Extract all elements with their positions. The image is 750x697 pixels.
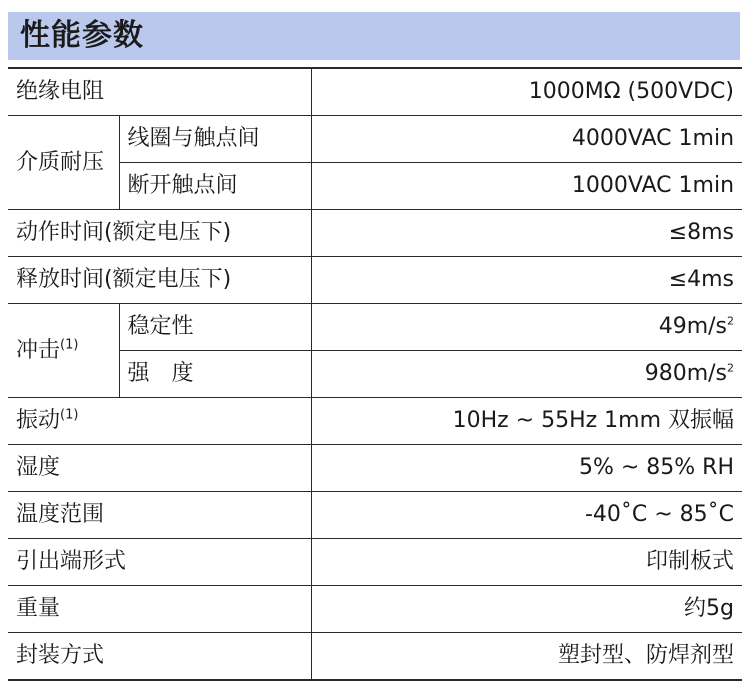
sub-coil-contact: 线圈与触点间	[119, 116, 311, 163]
param-insulation: 绝缘电阻	[8, 68, 311, 116]
table-row	[8, 257, 742, 304]
spec-table	[8, 67, 742, 681]
value-stability-text: 49m/s	[658, 314, 728, 339]
param-humidity: 湿度	[8, 445, 311, 492]
param-shock	[8, 304, 119, 398]
param-temperature: 温度范围	[8, 492, 311, 539]
section-header	[8, 12, 740, 60]
value-coil-contact: 4000VAC 1min	[311, 116, 742, 163]
footnote-marker: (1)	[60, 407, 79, 423]
table-row	[8, 445, 742, 492]
sub-stability: 稳定性	[119, 304, 311, 351]
param-vibration-label: 振动	[16, 408, 61, 433]
sub-strength: 强 度	[119, 351, 311, 398]
value-package: 塑封型、防焊剂型	[311, 633, 742, 681]
table-row	[8, 351, 742, 398]
exponent: 2	[727, 314, 735, 328]
exponent: 2	[727, 361, 735, 375]
table-row	[8, 398, 742, 445]
table-row	[8, 163, 742, 210]
param-terminal: 引出端形式	[8, 539, 311, 586]
table-row	[8, 633, 742, 681]
value-weight: 约5g	[311, 586, 742, 633]
param-dielectric: 介质耐压	[8, 116, 119, 210]
table-row	[8, 539, 742, 586]
value-stability	[311, 304, 742, 351]
table-row	[8, 492, 742, 539]
value-operate-time: ≤8ms	[311, 210, 742, 257]
param-package: 封装方式	[8, 633, 311, 681]
param-operate-time: 动作时间(额定电压下)	[8, 210, 311, 257]
value-open-contact: 1000VAC 1min	[311, 163, 742, 210]
value-temperature: -40˚C ~ 85˚C	[311, 492, 742, 539]
footnote-marker: (1)	[60, 337, 79, 353]
value-strength	[311, 351, 742, 398]
table-row	[8, 586, 742, 633]
table-row	[8, 116, 742, 163]
param-shock-label: 冲击	[16, 337, 61, 363]
value-release-time: ≤4ms	[311, 257, 742, 304]
param-weight: 重量	[8, 586, 311, 633]
table-row	[8, 68, 742, 116]
value-terminal: 印制板式	[311, 539, 742, 586]
value-humidity: 5% ~ 85% RH	[311, 445, 742, 492]
table-row	[8, 304, 742, 351]
value-vibration: 10Hz ~ 55Hz 1mm 双振幅	[311, 398, 742, 445]
table-row	[8, 210, 742, 257]
param-release-time: 释放时间(额定电压下)	[8, 257, 311, 304]
param-vibration	[8, 398, 311, 445]
value-insulation: 1000MΩ (500VDC)	[311, 68, 742, 116]
value-strength-text: 980m/s	[644, 361, 728, 386]
section-title: 性能参数	[20, 18, 144, 53]
sub-open-contact: 断开触点间	[119, 163, 311, 210]
